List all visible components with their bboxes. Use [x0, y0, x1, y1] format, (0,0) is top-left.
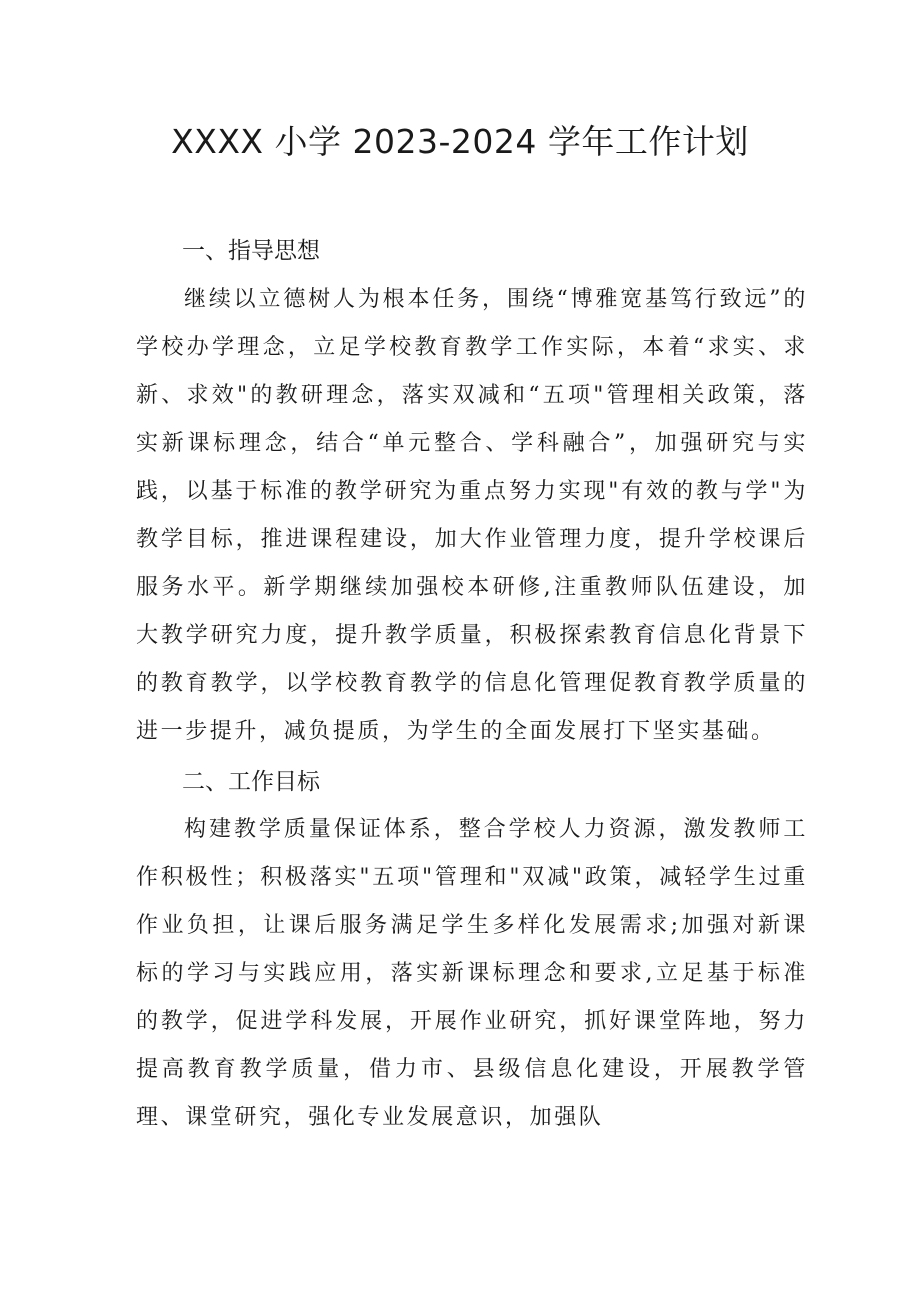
- section-heading-guiding-ideology: 一、指导思想: [182, 238, 320, 264]
- document-title: XXXX 小学 2023-2024 学年工作计划: [171, 122, 749, 161]
- section-paragraph-work-goals: 构建教学质量保证体系，整合学校人力资源，激发教师工作积极性；积极落实"五项"管理和"双减"政策，减轻学生过重作业负担，让课后服务满足学生多样化发展需求;加强对新课标的学习与实践应用，落实新课标理念和要求,立足基于标准的教学，促进学科发展，开展作业研究，抓好课堂阵地，努力提高教育教学质量，借力市、县级信息化建设，开展教学管理、课堂研究，强化专业发展意识，加强队: [136, 817, 808, 1130]
- section-paragraph-guiding-ideology: 继续以立德树人为根本任务，围绕“博雅宽基笃行致远”的学校办学理念，立足学校教育教学工作实际，本着“求实、求新、求效"的教研理念，落实双减和“五项"管理相关政策，落实新课标理念，结合“单元整合、学科融合”，加强研究与实践，以基于标准的教学研究为重点努力实现"有效的教与学"为教学目标，推进课程建设，加大作业管理力度，提升学校课后服务水平。新学期继续加强校本研修,注重教师队伍建设，加大教学研究力度，提升教学质量，积极探索教育信息化背景下的教育教学，以学校教育教学的信息化管理促教育教学质量的进一步提升，减负提质，为学生的全面发展打下坚实基础。: [136, 287, 808, 744]
- section-heading-work-goals: 二、工作目标: [182, 769, 320, 795]
